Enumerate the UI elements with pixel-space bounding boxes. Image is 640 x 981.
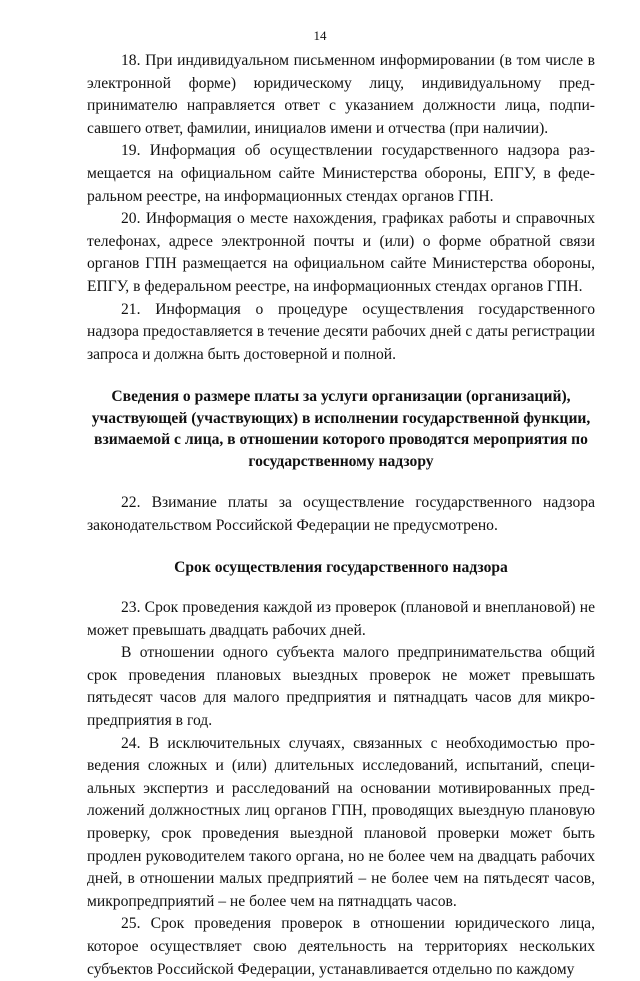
paragraph-18: 18. При индивидуальном письменном информировании (в том числе в электронной форме) юридическому лицу, индивидуальному предпринимателю направляется ответ с указанием должности лица, подписавшего ответ, фамилии, инициалов имени и отчества (при наличии). [87, 52, 595, 137]
paragraph-25: 25. Срок проведения проверок в отношении юридического лица, которое осуществляет свою деятельность на территориях нескольких субъектов Российской Федерации, устанавливается отдельно по каждому [87, 915, 595, 978]
section-heading-term: Срок осуществления государственного надзора [174, 558, 508, 576]
paragraph-20: 20. Информация о месте нахождения, графиках работы и справочных телефонах, адресе электронной почты и (или) о форме обратной связи органов ГПН размещается на официальном сайте Министерства обороны, ЕПГУ, в федеральном реестре, на информационных стендах органов ГПН. [87, 210, 595, 295]
paragraph-24: 24. В исключительных случаях, связанных с необходимостью проведения сложных и (или) длительных исследований, испытаний, специальных экспертиз и расследований на основании мотивированных предложений должностных лиц органов ГПН, проводящих выездную плановую проверку, срок проведения выездной плановой проверки может быть продлен руководителем такого органа, но не более чем на двадцать рабочих дней, в отношении малых предприятий – не более чем на пятьдесят часов, микропредприятий – не более чем на пятнадцать часов. [87, 734, 595, 910]
page-number: 14 [313, 28, 327, 43]
paragraph-23: 23. Срок проведения каждой из проверок (плановой и внеплановой) не может превышать двадцать рабочих дней. [87, 599, 595, 639]
paragraph-22: 22. Взимание платы за осуществление государственного надзора законодательством Российской Федерации не предусмотрено. [87, 494, 595, 534]
paragraph-23-continued: В отношении одного субъекта малого предпринимательства общий срок проведения плановых выездных проверок не может превышать пятьдесят часов для малого предприятия и пятнадцать часов для микропредприятия в год. [87, 644, 595, 729]
document-body [87, 50, 595, 981]
paragraph-19: 19. Информация об осуществлении государственного надзора размещается на официальном сайте Министерства обороны, ЕПГУ, в федеральном реестре, на информационных стендах органов ГПН. [87, 142, 595, 205]
section-heading-fees: Сведения о размере платы за услуги организации (организаций), участвующей (участвующих) в исполнении государственной функции, взимаемой с лица, в отношении которого проводятся мероприятия по государственному надзору [91, 388, 591, 470]
paragraph-21: 21. Информация о процедуре осуществления государственного надзора предоставляется в течение десяти рабочих дней с даты регистрации запроса и должна быть достоверной и полной. [87, 300, 595, 363]
